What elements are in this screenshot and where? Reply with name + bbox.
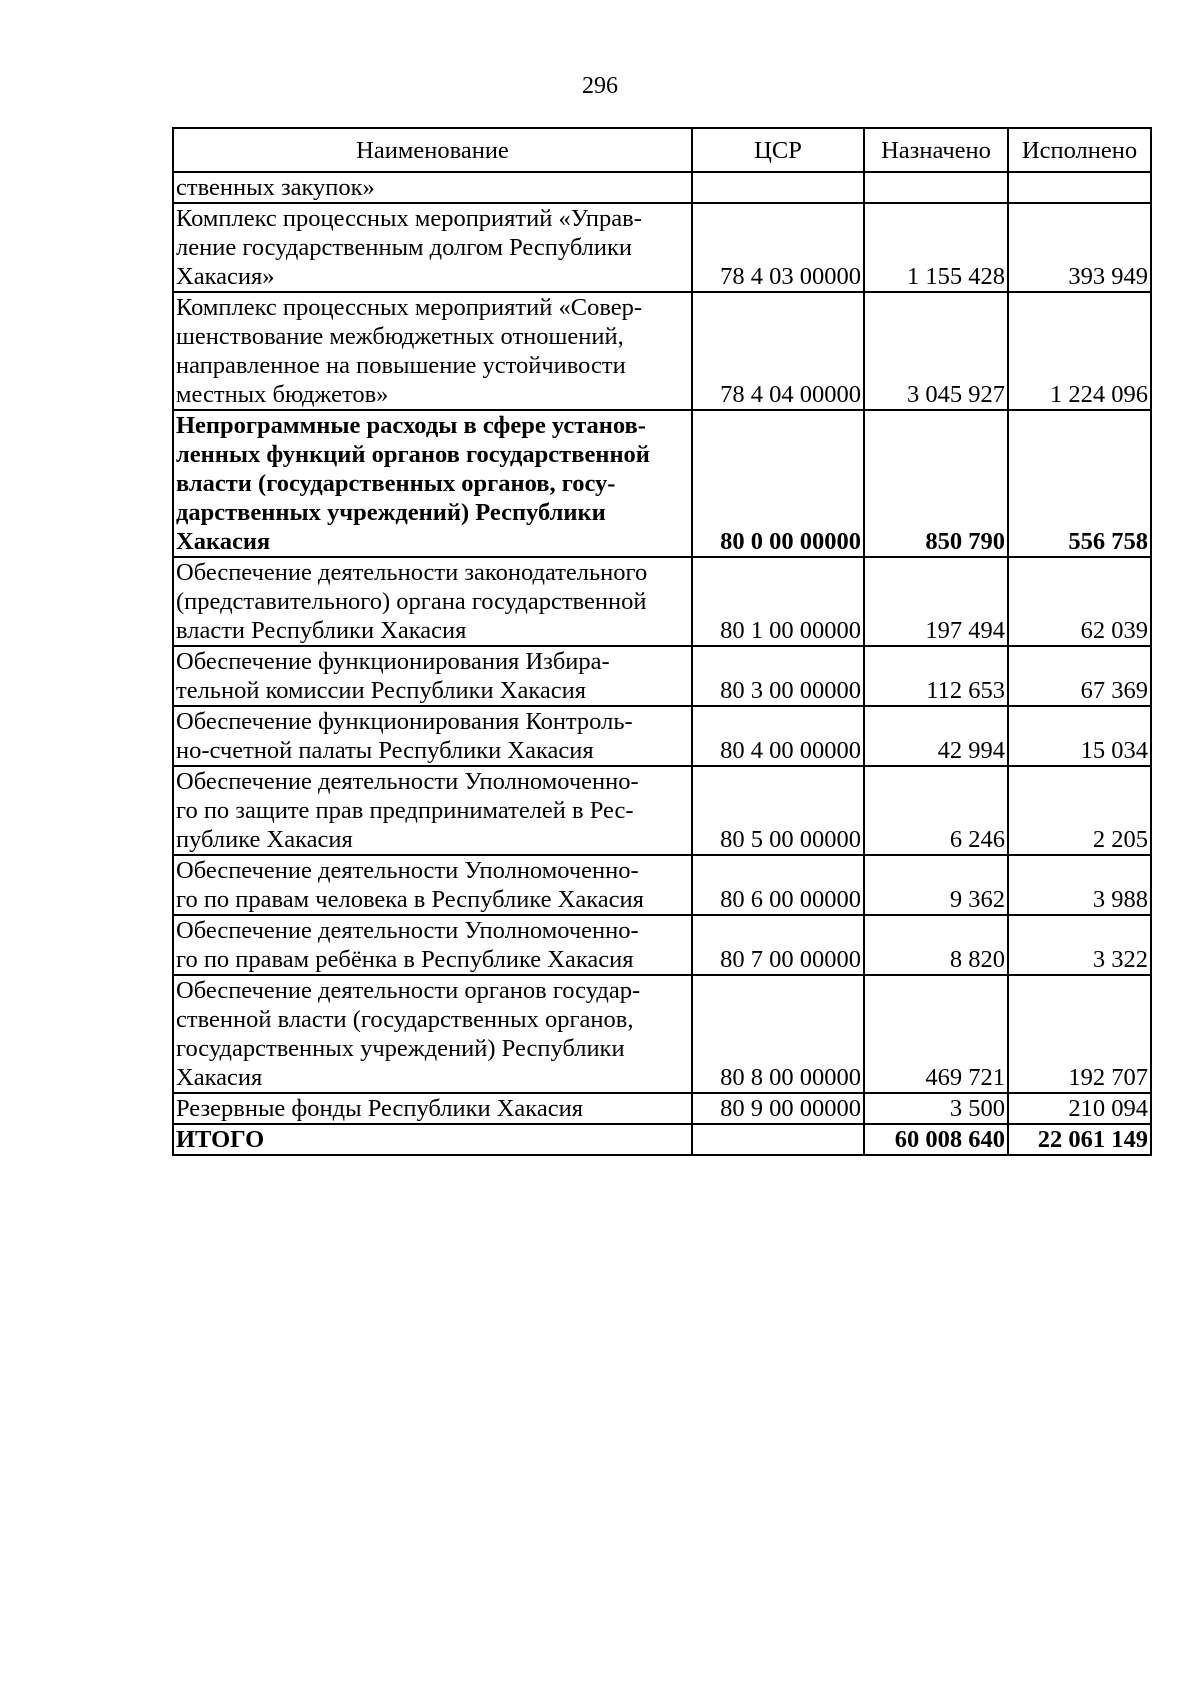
cell-name: ственных закупок» — [173, 172, 692, 203]
cell-name: Обеспечение деятельности законодательного (представительного) органа государственной власти Республики Хакасия — [173, 557, 692, 646]
cell-name: Обеспечение деятельности Уполномоченно- го по правам ребёнка в Республике Хакасия — [173, 915, 692, 975]
table-row — [173, 172, 1151, 203]
cell-executed: 1 224 096 — [1008, 292, 1151, 410]
cell-executed: 15 034 — [1008, 706, 1151, 766]
cell-csr: 80 9 00 00000 — [692, 1093, 864, 1124]
header-name: Наименование — [173, 128, 692, 172]
cell-assigned: 9 362 — [864, 855, 1008, 915]
table-row — [173, 1093, 1151, 1124]
table-row — [173, 766, 1151, 855]
cell-assigned: 3 500 — [864, 1093, 1008, 1124]
budget-table — [172, 127, 1152, 1156]
cell-csr: 80 3 00 00000 — [692, 646, 864, 706]
cell-assigned: 42 994 — [864, 706, 1008, 766]
table-row — [173, 203, 1151, 292]
cell-executed: 2 205 — [1008, 766, 1151, 855]
cell-csr: 80 7 00 00000 — [692, 915, 864, 975]
cell-assigned — [864, 172, 1008, 203]
header-assigned: Назначено — [864, 128, 1008, 172]
cell-executed: 393 949 — [1008, 203, 1151, 292]
cell-name: Обеспечение деятельности Уполномоченно- го по защите прав предпринимателей в Рес- публике Хакасия — [173, 766, 692, 855]
cell-csr: 80 0 00 00000 — [692, 410, 864, 557]
cell-executed: 210 094 — [1008, 1093, 1151, 1124]
cell-csr — [692, 172, 864, 203]
cell-assigned: 850 790 — [864, 410, 1008, 557]
cell-executed: 22 061 149 — [1008, 1124, 1151, 1155]
table-row — [173, 706, 1151, 766]
cell-name: Комплекс процессных мероприятий «Управ- ление государственным долгом Республики Хакасия» — [173, 203, 692, 292]
table-row — [173, 855, 1151, 915]
table-row — [173, 915, 1151, 975]
table-row — [173, 1124, 1151, 1155]
cell-name: Резервные фонды Республики Хакасия — [173, 1093, 692, 1124]
cell-executed — [1008, 172, 1151, 203]
cell-name: Обеспечение функционирования Избира- тельной комиссии Республики Хакасия — [173, 646, 692, 706]
cell-csr: 80 1 00 00000 — [692, 557, 864, 646]
cell-name: Обеспечение деятельности органов государ- ственной власти (государственных органов, государственных учреждений) Республики Хакасия — [173, 975, 692, 1093]
cell-assigned: 469 721 — [864, 975, 1008, 1093]
table-row — [173, 975, 1151, 1093]
table-row — [173, 410, 1151, 557]
cell-csr: 80 8 00 00000 — [692, 975, 864, 1093]
table-row — [173, 292, 1151, 410]
cell-assigned: 197 494 — [864, 557, 1008, 646]
cell-executed: 62 039 — [1008, 557, 1151, 646]
cell-csr: 80 4 00 00000 — [692, 706, 864, 766]
cell-executed: 556 758 — [1008, 410, 1151, 557]
table-row — [173, 557, 1151, 646]
cell-assigned: 1 155 428 — [864, 203, 1008, 292]
table-body — [173, 172, 1151, 1155]
cell-executed: 3 322 — [1008, 915, 1151, 975]
cell-assigned: 112 653 — [864, 646, 1008, 706]
cell-csr: 78 4 04 00000 — [692, 292, 864, 410]
cell-csr — [692, 1124, 864, 1155]
cell-name: Обеспечение функционирования Контроль- но-счетной палаты Республики Хакасия — [173, 706, 692, 766]
cell-assigned: 60 008 640 — [864, 1124, 1008, 1155]
page-number: 296 — [582, 73, 618, 99]
cell-csr: 80 6 00 00000 — [692, 855, 864, 915]
table-header-row — [173, 128, 1151, 172]
table-row — [173, 646, 1151, 706]
header-executed: Исполнено — [1008, 128, 1151, 172]
cell-executed: 192 707 — [1008, 975, 1151, 1093]
cell-csr: 78 4 03 00000 — [692, 203, 864, 292]
cell-csr: 80 5 00 00000 — [692, 766, 864, 855]
cell-name: Непрограммные расходы в сфере установ- ленных функций органов государственной власти (государственных органов, госу- дарственных учреждений) Республики Хакасия — [173, 410, 692, 557]
cell-name: Комплекс процессных мероприятий «Совер- шенствование межбюджетных отношений, направленное на повышение устойчивости местных бюджетов» — [173, 292, 692, 410]
cell-executed: 67 369 — [1008, 646, 1151, 706]
cell-assigned: 6 246 — [864, 766, 1008, 855]
header-csr: ЦСР — [692, 128, 864, 172]
cell-assigned: 8 820 — [864, 915, 1008, 975]
cell-name: ИТОГО — [173, 1124, 692, 1155]
cell-name: Обеспечение деятельности Уполномоченно- го по правам человека в Республике Хакасия — [173, 855, 692, 915]
cell-executed: 3 988 — [1008, 855, 1151, 915]
cell-assigned: 3 045 927 — [864, 292, 1008, 410]
